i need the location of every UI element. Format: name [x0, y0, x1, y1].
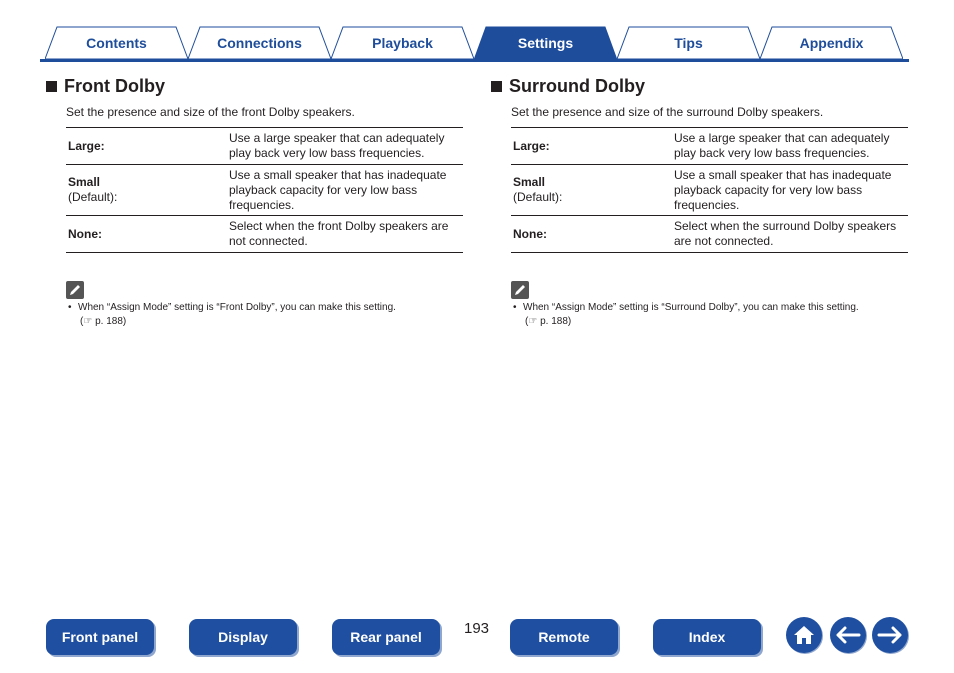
square-bullet-icon: [46, 81, 57, 92]
option-value: Select when the surround Dolby speakers are not connected.: [670, 216, 908, 253]
rear-panel-button[interactable]: [332, 619, 440, 655]
section-title: [46, 74, 484, 98]
surround-dolby-options-table: [511, 127, 908, 253]
front-panel-button[interactable]: [46, 619, 154, 655]
option-key: Large:: [513, 138, 550, 153]
tab-playback-label: Playback: [372, 35, 433, 51]
page-reference-link[interactable]: p. 188): [95, 316, 127, 327]
home-button[interactable]: [786, 617, 822, 653]
pencil-note-icon: [511, 281, 529, 299]
table-row: [511, 165, 908, 216]
front-dolby-title: Front Dolby: [64, 75, 165, 96]
index-label: Index: [688, 629, 726, 645]
option-key: Large:: [68, 138, 105, 153]
reference-hand-icon: ☞: [528, 316, 538, 327]
tab-playback[interactable]: [331, 26, 474, 60]
square-bullet-icon: [491, 81, 502, 92]
option-value: Use a large speaker that can adequately play back very low bass frequencies.: [225, 128, 463, 165]
option-value: Use a large speaker that can adequately play back very low bass frequencies.: [670, 128, 908, 165]
tab-settings-label: Settings: [517, 35, 574, 51]
front-panel-label: Front panel: [61, 629, 139, 645]
note-text: When “Assign Mode” setting is “Front Dolby”, you can make this setting.: [78, 302, 396, 313]
option-key: Small: [68, 175, 101, 189]
option-value: Select when the front Dolby speakers are not connected.: [225, 216, 463, 253]
rear-panel-label: Rear panel: [350, 629, 422, 645]
option-key: None:: [68, 226, 102, 241]
surround-dolby-title: Surround Dolby: [509, 75, 645, 96]
pencil-note-icon: [66, 281, 84, 299]
table-row: [66, 128, 463, 165]
tab-appendix[interactable]: [760, 26, 903, 60]
back-button[interactable]: [830, 617, 866, 653]
tab-settings[interactable]: [474, 26, 617, 60]
option-default-label: (Default):: [513, 190, 563, 204]
front-dolby-description: Set the presence and size of the front Dolby speakers.: [66, 105, 355, 119]
forward-button[interactable]: [872, 617, 908, 653]
tab-bar: [40, 26, 910, 62]
bullet-icon: •: [513, 302, 517, 313]
bullet-icon: •: [68, 302, 72, 313]
arrow-left-icon: [835, 626, 861, 644]
table-row: [511, 128, 908, 165]
front-dolby-section: [66, 74, 484, 329]
note-block: • When “Assign Mode” setting is “Surround Dolby”, you can make this setting. (☞ p. 188): [511, 281, 929, 329]
display-button[interactable]: [189, 619, 297, 655]
arrow-right-icon: [877, 626, 903, 644]
tab-contents[interactable]: [45, 26, 188, 60]
tab-underline: [40, 59, 909, 62]
option-key: Small: [513, 175, 546, 189]
home-icon: [792, 624, 816, 646]
note-block: • When “Assign Mode” setting is “Front Dolby”, you can make this setting. (☞ p. 188): [66, 281, 484, 329]
tab-tips[interactable]: [617, 26, 760, 60]
note-text: When “Assign Mode” setting is “Surround Dolby”, you can make this setting.: [523, 302, 859, 313]
reference-hand-icon: ☞: [83, 316, 93, 327]
option-default-label: (Default):: [68, 190, 118, 204]
tab-tips-label: Tips: [674, 35, 703, 51]
remote-button[interactable]: [510, 619, 618, 655]
section-title: [491, 74, 929, 98]
table-row: [66, 216, 463, 253]
surround-dolby-description: Set the presence and size of the surround Dolby speakers.: [511, 105, 824, 119]
front-dolby-options-table: [66, 127, 463, 253]
table-row: [66, 165, 463, 216]
tab-connections[interactable]: [188, 26, 331, 60]
page-reference-link[interactable]: p. 188): [540, 316, 572, 327]
page-number: 193: [464, 620, 490, 637]
surround-dolby-section: [511, 74, 929, 329]
tab-appendix-label: Appendix: [799, 35, 864, 51]
remote-label: Remote: [538, 629, 590, 645]
tab-contents-label: Contents: [86, 35, 147, 51]
index-button[interactable]: [653, 619, 761, 655]
display-label: Display: [218, 629, 268, 645]
tab-connections-label: Connections: [217, 35, 302, 51]
option-value: Use a small speaker that has inadequate playback capacity for very low bass frequencies.: [225, 165, 463, 216]
option-value: Use a small speaker that has inadequate playback capacity for very low bass frequencies.: [670, 165, 908, 216]
option-key: None:: [513, 226, 547, 241]
table-row: [511, 216, 908, 253]
